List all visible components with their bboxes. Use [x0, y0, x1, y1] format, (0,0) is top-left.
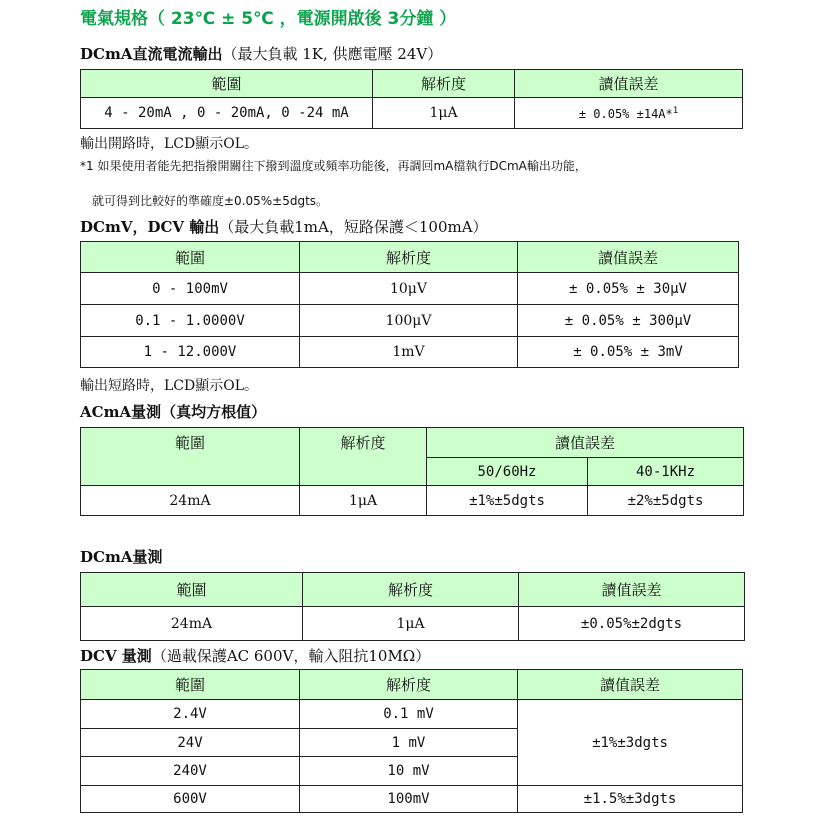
table-cell-error-40-1k: ±2%±5dgts [588, 486, 744, 516]
footnote-marker: 1 [672, 105, 679, 116]
table-row [81, 273, 739, 305]
table-cell-resolution: 10μV [300, 273, 518, 305]
table-cell-resolution: 1μA [303, 607, 519, 641]
table-cell-resolution: 1μA [373, 98, 515, 129]
table-cell-resolution: 100μV [300, 305, 518, 337]
open-circuit-note: 輸出開路時，LCD顯示OL。 [80, 136, 259, 152]
dcv-output-table [80, 241, 739, 368]
footnote-line-1: *1 如果使用者能先把指撥開關往下撥到溫度或頻率功能後，再調回mA檔執行DCmA輸出功能， [80, 159, 587, 173]
table-row [81, 700, 743, 729]
dcma-meas-heading [80, 546, 162, 567]
header-resolution: 解析度 [300, 428, 427, 486]
table-cell-range: 0 - 100mV [81, 273, 300, 305]
table-cell-range: 24V [81, 729, 300, 757]
header-error: 讀值誤差 [427, 428, 744, 458]
table-cell-range: 1 - 12.000V [81, 337, 300, 368]
table-cell-error: ±0.05%±2dgts [519, 607, 745, 641]
table-row [81, 486, 744, 516]
spec-title: 電氣規格（ 23℃ ± 5℃ ，電源開啟後 3分鐘 ） [80, 9, 457, 29]
header-range: 範圍 [81, 242, 300, 273]
table-cell-resolution: 1 mV [300, 729, 518, 757]
header-resolution: 解析度 [373, 70, 515, 98]
table-cell-resolution: 10 mV [300, 757, 518, 786]
table-cell-range: 24mA [81, 486, 300, 516]
dcma-meas-title: DCmA量測 [80, 548, 163, 566]
dcv-output-heading [80, 216, 488, 237]
acma-table [80, 427, 744, 516]
table-cell-error: ± 0.05% ± 300μV [518, 305, 739, 337]
table-cell-error-shared: ±1%±3dgts [518, 700, 743, 786]
dcma-output-table [80, 69, 743, 129]
dcv-meas-note: （過載保護AC 600V，輸入阻抗10MΩ） [151, 647, 431, 665]
table-cell-range: 4 - 20mA , 0 - 20mA, 0 -24 mA [81, 98, 373, 129]
table-cell-error-50-60: ±1%±5dgts [427, 486, 588, 516]
header-error: 讀值誤差 [515, 70, 743, 98]
header-range: 範圍 [81, 573, 303, 607]
dcma-meas-table [80, 572, 745, 641]
error-value: ± 0.05% ±14A* [578, 106, 673, 121]
dcma-output-heading [80, 43, 442, 64]
table-cell-resolution: 100mV [300, 786, 518, 813]
table-cell-range: 600V [81, 786, 300, 813]
header-freq-50-60: 50/60Hz [427, 458, 588, 486]
table-cell-range: 24mA [81, 607, 303, 641]
table-cell-resolution: 1mV [300, 337, 518, 368]
short-circuit-note: 輸出短路時，LCD顯示OL。 [80, 378, 259, 394]
dcv-output-title: DCmV，DCV 輸出 [80, 218, 220, 236]
dcma-output-title: DCmA直流電流輸出 [80, 45, 223, 63]
table-row [81, 607, 745, 641]
header-range: 範圍 [81, 428, 300, 486]
table-cell-range: 2.4V [81, 700, 300, 729]
table-row [81, 337, 739, 368]
acma-title: ACmA量測（真均方根值） [80, 403, 267, 421]
header-error: 讀值誤差 [519, 573, 745, 607]
header-error: 讀值誤差 [518, 242, 739, 273]
table-row [81, 305, 739, 337]
table-cell-error [515, 98, 743, 129]
header-resolution: 解析度 [300, 670, 518, 700]
header-range: 範圍 [81, 70, 373, 98]
dcv-meas-heading [80, 645, 430, 666]
footnote-line-2: 就可得到比較好的準確度±0.05%±5dgts。 [92, 194, 329, 208]
header-error: 讀值誤差 [518, 670, 743, 700]
table-cell-range: 0.1 - 1.0000V [81, 305, 300, 337]
dcma-output-note: （最大負載 1K, 供應電壓 24V） [222, 45, 443, 63]
table-row [81, 786, 743, 813]
header-range: 範圍 [81, 670, 300, 700]
header-resolution: 解析度 [303, 573, 519, 607]
dcv-meas-table [80, 669, 743, 813]
header-resolution: 解析度 [300, 242, 518, 273]
header-freq-40-1k: 40-1KHz [588, 458, 744, 486]
dcv-output-note: （最大負載1mA，短路保護＜100mA） [219, 218, 488, 236]
table-cell-error: ± 0.05% ± 30μV [518, 273, 739, 305]
acma-heading [80, 401, 266, 422]
table-cell-range: 240V [81, 757, 300, 786]
dcv-meas-title: DCV 量測 [80, 647, 152, 665]
table-cell-resolution: 0.1 mV [300, 700, 518, 729]
table-cell-resolution: 1μA [300, 486, 427, 516]
table-cell-error: ± 0.05% ± 3mV [518, 337, 739, 368]
table-cell-error-last: ±1.5%±3dgts [518, 786, 743, 813]
